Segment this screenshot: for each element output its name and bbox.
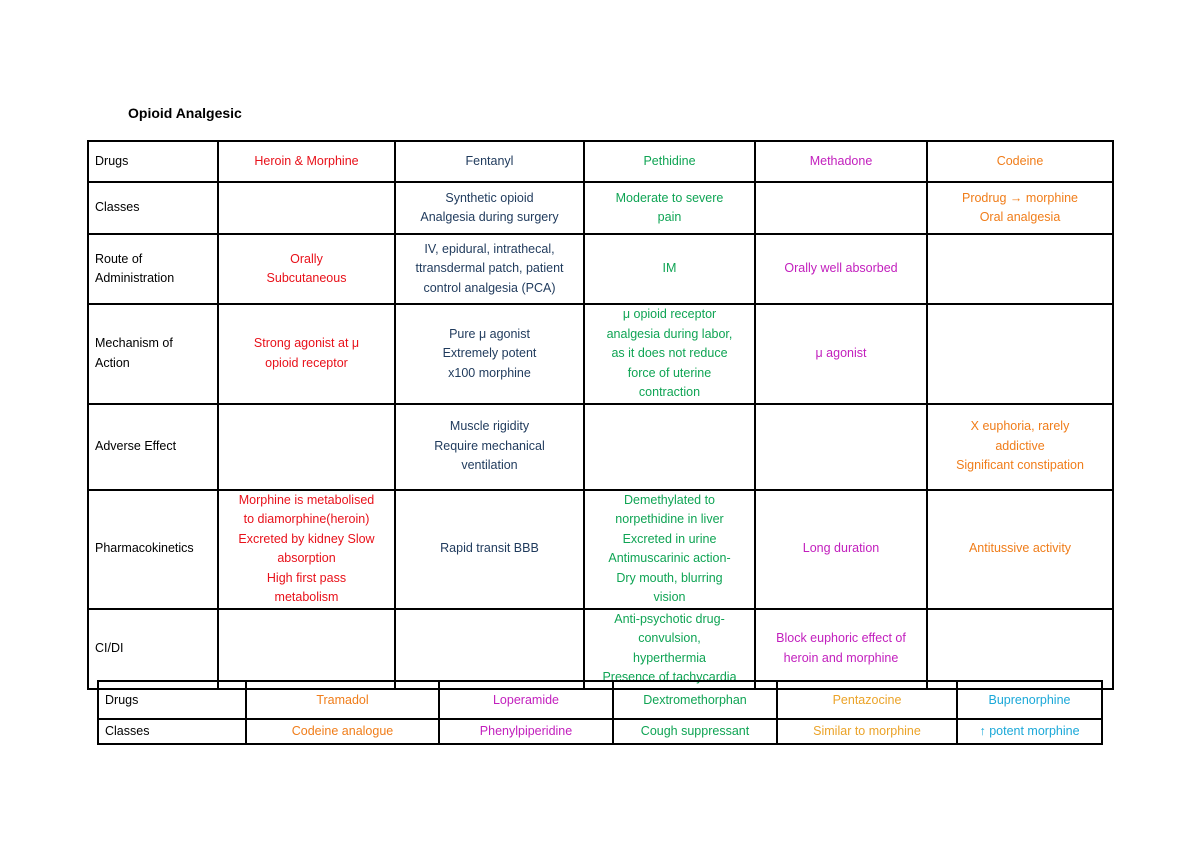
page-title: Opioid Analgesic	[128, 105, 242, 121]
cell-route-heroin	[218, 234, 395, 304]
cell-pk-heroin	[218, 490, 395, 609]
cell-line: norpethidine in liver	[615, 512, 724, 526]
class-loperamide: Phenylpiperidine	[439, 719, 613, 744]
cell-adverse-fentanyl	[395, 404, 584, 490]
label-line: Administration	[95, 271, 175, 285]
cell-line: μ opioid receptor	[622, 307, 717, 321]
cell-adverse-pethidine	[584, 404, 755, 490]
cell-line: High first pass	[266, 570, 347, 585]
row-label-other-drugs: Drugs	[98, 681, 246, 719]
cell-line: Significant constipation	[956, 458, 1084, 473]
cell-line: Orally well absorbed	[784, 261, 898, 276]
cell-line: IV, epidural, intrathecal,	[424, 241, 555, 256]
cell-line: x100 morphine	[448, 365, 531, 380]
cell-line: Extremely potent	[442, 346, 537, 360]
cell-line: Pure μ agonist	[449, 326, 530, 341]
cell-mechanism-methadone	[755, 304, 927, 404]
cell-adverse-methadone	[755, 404, 927, 490]
cell-route-codeine	[927, 234, 1113, 304]
cell-pk-methadone	[755, 490, 927, 609]
cell-line: pain	[657, 210, 682, 224]
cell-line: Strong agonist at μ	[253, 336, 360, 351]
drug-heroin-morphine: Heroin & Morphine	[218, 141, 395, 182]
class-dextromethorphan: Cough suppressant	[613, 719, 777, 744]
drug-loperamide: Loperamide	[439, 681, 613, 719]
cell-line: force of uterine	[627, 365, 712, 380]
label-line: Route of	[95, 251, 143, 266]
cell-line: Subcutaneous	[266, 271, 347, 285]
cell-classes-fentanyl	[395, 182, 584, 234]
cell-line: Antitussive activity	[968, 541, 1072, 556]
opioid-main-table	[87, 140, 1114, 690]
cell-line: contraction	[638, 385, 701, 399]
drug-tramadol: Tramadol	[246, 681, 439, 719]
label-line: Mechanism of	[95, 336, 173, 351]
cell-cidi-pethidine	[584, 609, 755, 689]
cell-classes-pethidine	[584, 182, 755, 234]
class-pentazocine: Similar to morphine	[777, 719, 957, 744]
table-row-other-classes	[98, 719, 1102, 744]
drug-methadone: Methadone	[755, 141, 927, 182]
cell-cidi-methadone	[755, 609, 927, 689]
cell-classes-methadone	[755, 182, 927, 234]
row-label-pharmacokinetics: Pharmacokinetics	[88, 490, 218, 609]
cell-line: Require mechanical	[434, 438, 545, 453]
row-label-drugs: Drugs	[88, 141, 218, 182]
table-row-adverse	[88, 404, 1113, 490]
table-row-pharmacokinetics	[88, 490, 1113, 609]
row-label-route	[88, 234, 218, 304]
cell-line: Antimuscarinic action-	[608, 551, 731, 565]
row-label-other-classes: Classes	[98, 719, 246, 744]
cell-line: Anti-psychotic drug-	[614, 611, 725, 626]
cell-line: Long duration	[802, 541, 880, 556]
cell-line: ventilation	[461, 458, 518, 473]
cell-adverse-heroin	[218, 404, 395, 490]
cell-line: Presence of tachycardia	[602, 670, 737, 684]
drug-buprenorphine: Buprenorphine	[957, 681, 1102, 719]
cell-cidi-fentanyl	[395, 609, 584, 689]
cell-route-methadone	[755, 234, 927, 304]
cell-line: vision	[653, 590, 686, 604]
cell-line: Moderate to severe	[615, 190, 724, 205]
table-row-cidi	[88, 609, 1113, 689]
cell-line: IM	[662, 261, 677, 276]
drug-pentazocine: Pentazocine	[777, 681, 957, 719]
cell-mechanism-pethidine	[584, 304, 755, 404]
cell-line: opioid receptor	[265, 355, 348, 370]
cell-route-pethidine	[584, 234, 755, 304]
cell-mechanism-codeine	[927, 304, 1113, 404]
row-label-cidi: CI/DI	[88, 609, 218, 689]
table-row-other-drugs	[98, 681, 1102, 719]
cell-line: μ agonist	[815, 346, 867, 360]
row-label-classes: Classes	[88, 182, 218, 234]
cell-cidi-heroin	[218, 609, 395, 689]
cell-line: heroin and morphine	[783, 650, 899, 665]
cell-line: Analgesia during surgery	[420, 210, 559, 224]
cell-line: addictive	[995, 438, 1045, 453]
cell-line: Synthetic opioid	[445, 190, 534, 205]
class-tramadol: Codeine analogue	[246, 719, 439, 744]
table-row-route	[88, 234, 1113, 304]
row-label-mechanism	[88, 304, 218, 404]
cell-line: Orally	[290, 251, 323, 266]
cell-line: Prodrug → morphine	[961, 190, 1079, 205]
cell-cidi-codeine	[927, 609, 1113, 689]
cell-line: Excreted by kidney Slow	[238, 531, 375, 546]
row-label-adverse: Adverse Effect	[88, 404, 218, 490]
cell-line: Muscle rigidity	[449, 419, 530, 434]
cell-line: as it does not reduce	[611, 346, 728, 360]
cell-line: Excreted in urine	[622, 531, 717, 546]
cell-route-fentanyl	[395, 234, 584, 304]
cell-line: Oral analgesia	[979, 210, 1061, 224]
cell-line: Demethylated to	[623, 492, 716, 507]
cell-line: absorption	[277, 551, 336, 565]
opioid-other-drugs-table	[97, 680, 1103, 745]
class-buprenorphine: ↑ potent morphine	[957, 719, 1102, 744]
cell-adverse-codeine	[927, 404, 1113, 490]
table-row-mechanism	[88, 304, 1113, 404]
cell-line: Morphine is metabolised	[238, 492, 375, 507]
table-row-drugs	[88, 141, 1113, 182]
cell-line: to diamorphine(heroin)	[243, 512, 370, 526]
cell-line: X euphoria, rarely	[970, 419, 1070, 434]
cell-pk-fentanyl	[395, 490, 584, 609]
table-row-classes	[88, 182, 1113, 234]
cell-classes-codeine	[927, 182, 1113, 234]
drug-codeine: Codeine	[927, 141, 1113, 182]
drug-fentanyl: Fentanyl	[395, 141, 584, 182]
cell-mechanism-fentanyl	[395, 304, 584, 404]
label-line: Action	[95, 355, 130, 370]
cell-line: ttransdermal patch, patient	[415, 261, 564, 276]
cell-classes-heroin	[218, 182, 395, 234]
cell-line: Block euphoric effect of	[776, 631, 906, 645]
drug-dextromethorphan: Dextromethorphan	[613, 681, 777, 719]
cell-line: analgesia during labor,	[606, 326, 733, 341]
cell-line: hyperthermia	[633, 650, 706, 665]
cell-line: metabolism	[274, 590, 339, 604]
cell-mechanism-heroin	[218, 304, 395, 404]
cell-pk-codeine	[927, 490, 1113, 609]
cell-line: Rapid transit BBB	[440, 541, 539, 556]
cell-line: control analgesia (PCA)	[423, 280, 556, 295]
drug-pethidine: Pethidine	[584, 141, 755, 182]
cell-line: Dry mouth, blurring	[616, 570, 723, 585]
cell-line: convulsion,	[638, 631, 701, 645]
cell-pk-pethidine	[584, 490, 755, 609]
